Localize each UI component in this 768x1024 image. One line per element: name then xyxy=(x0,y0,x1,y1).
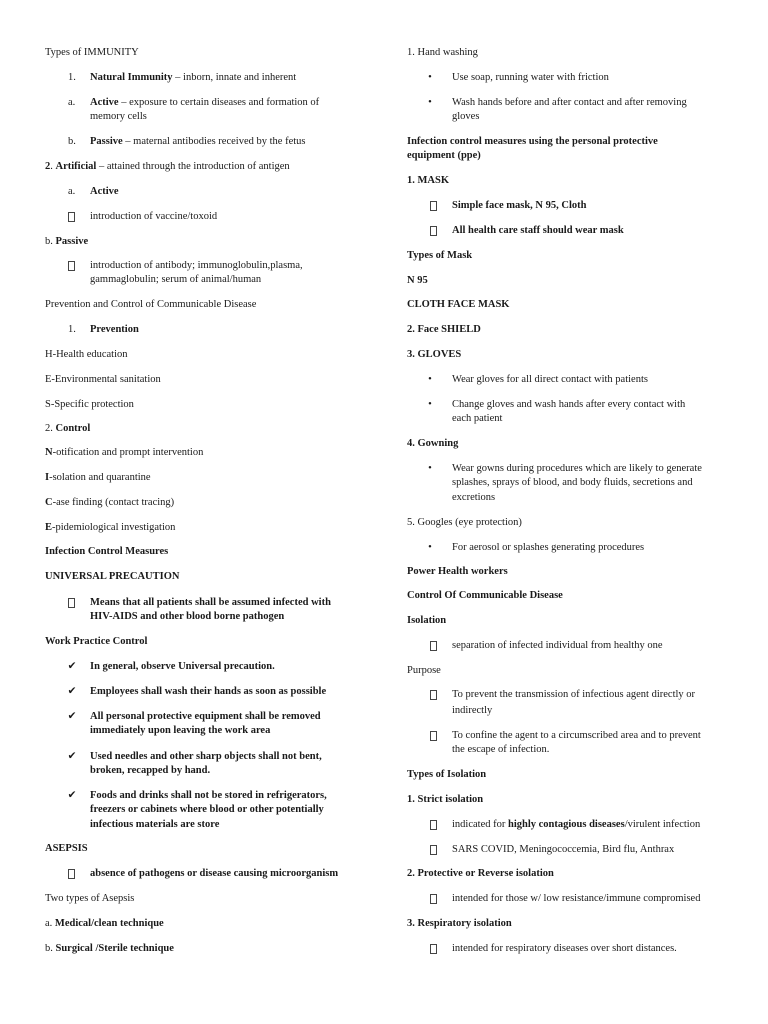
acronym-rest: -ase finding (contact tracing) xyxy=(52,497,175,508)
term-desc: – exposure to certain diseases and formation of xyxy=(118,97,320,108)
term-desc: – inborn, innate and inherent xyxy=(172,72,297,83)
control-heading xyxy=(45,422,90,437)
face-shield-heading: 2. Face SHIELD xyxy=(407,324,481,335)
googles-heading: 5. Googles (eye protection) xyxy=(407,517,522,528)
list-number: 1. xyxy=(68,72,76,83)
work-practice-item-cont: infectious materials are store xyxy=(90,819,220,830)
hand-washing-heading: 1. Hand washing xyxy=(407,47,478,58)
term-label: Passive xyxy=(90,136,123,147)
list-letter: a. xyxy=(68,97,76,108)
gloves-item: Wear gloves for all direct contact with patients xyxy=(452,374,648,385)
isolation-quarantine-item xyxy=(45,471,151,486)
gloves-heading: 3. GLOVES xyxy=(407,349,462,360)
mask-item: Simple face mask, N 95, Cloth xyxy=(452,200,587,211)
work-practice-item-cont: immediately upon leaving the work area xyxy=(90,725,271,736)
checkmark-icon: ✔ xyxy=(67,751,77,762)
dot-bullet-icon: • xyxy=(428,463,432,474)
term-desc: – maternal antibodies received by the fetus xyxy=(122,136,306,147)
artificial-passive-item xyxy=(45,235,88,250)
artificial-immunity-item xyxy=(45,160,290,175)
acronym-letter: C xyxy=(45,497,53,508)
strict-isolation-item: SARS COVID, Meningococcemia, Bird flu, Anthrax xyxy=(452,844,675,855)
dot-bullet-icon: • xyxy=(428,374,432,385)
acronym-letter: N xyxy=(45,447,53,458)
work-practice-heading: Work Practice Control xyxy=(45,636,148,647)
checkmark-icon: ✔ xyxy=(67,790,77,801)
mask-heading: 1. MASK xyxy=(407,175,449,186)
protective-isolation-item: intended for those w/ low resistance/immune compromised xyxy=(452,893,701,904)
term-label: Medical/clean technique xyxy=(54,918,164,929)
checkbox-bullet-icon xyxy=(430,201,437,211)
acronym-letter: E xyxy=(45,522,53,533)
checkbox-bullet-icon xyxy=(68,261,75,271)
protective-isolation-heading: 2. Protective or Reverse isolation xyxy=(407,868,554,879)
isolation-heading: Isolation xyxy=(407,615,447,626)
gowning-item: Wear gowns during procedures which are likely to generate xyxy=(452,463,702,474)
checkmark-icon: ✔ xyxy=(67,711,77,722)
surgical-asepsis-item xyxy=(45,942,174,957)
dot-bullet-icon: • xyxy=(428,72,432,83)
hand-washing-item: Use soap, running water with friction xyxy=(452,72,609,83)
checkbox-bullet-icon xyxy=(430,820,437,830)
term-desc: – attained through the introduction of antigen xyxy=(96,161,290,172)
active-immunity-item xyxy=(90,96,319,111)
acronym-rest: -solation and quarantine xyxy=(49,472,151,483)
types-of-immunity-heading: Types of IMMUNITY xyxy=(45,47,139,58)
epidemiological-item xyxy=(45,521,175,536)
hand-washing-item-cont: gloves xyxy=(452,111,480,122)
case-finding-item xyxy=(45,496,174,511)
gowning-heading: 4. Gowning xyxy=(407,438,459,449)
term-label: Passive xyxy=(55,236,89,247)
control-communicable-heading: Control Of Communicable Disease xyxy=(407,590,563,601)
strict-isolation-heading: 1. Strict isolation xyxy=(407,794,484,805)
dot-bullet-icon: • xyxy=(428,97,432,108)
prevention-control-heading: Prevention and Control of Communicable Disease xyxy=(45,299,257,310)
gowning-item-cont: splashes, sprays of blood, and body fluids, secretions and xyxy=(452,477,693,488)
checkbox-bullet-icon xyxy=(430,226,437,236)
universal-precaution-def: Means that all patients shall be assumed infected with xyxy=(90,597,331,608)
checkbox-bullet-icon xyxy=(430,944,437,954)
isolation-def: separation of infected individual from healthy one xyxy=(452,640,663,651)
notification-item xyxy=(45,446,203,461)
active-immunity-item-cont: memory cells xyxy=(90,111,147,122)
term-label: Surgical /Sterile technique xyxy=(55,943,174,954)
acronym-rest: -pidemiological investigation xyxy=(52,522,176,533)
work-practice-item: Foods and drinks shall not be stored in refrigerators, xyxy=(90,790,327,801)
gowning-item-cont: excretions xyxy=(452,492,496,503)
work-practice-item: Used needles and other sharp objects shall not bent, xyxy=(90,751,322,762)
list-number: 2 xyxy=(45,161,51,172)
cloth-mask-label: CLOTH FACE MASK xyxy=(407,299,510,310)
work-practice-item: All personal protective equipment shall be removed xyxy=(90,711,321,722)
artificial-active-label: Active xyxy=(90,186,119,197)
acronym-rest: -otification and prompt intervention xyxy=(52,447,204,458)
list-number: 2. xyxy=(45,423,56,434)
dot-bullet-icon: • xyxy=(428,542,432,553)
checkbox-bullet-icon xyxy=(68,212,75,222)
purpose-item-cont: the escape of infection. xyxy=(452,744,550,755)
asepsis-def: absence of pathogens or disease causing microorganism xyxy=(90,868,339,879)
natural-immunity-item xyxy=(90,71,296,86)
googles-item: For aerosol or splashes generating procedures xyxy=(452,542,645,553)
universal-precaution-heading: UNIVERSAL PRECAUTION xyxy=(45,571,180,582)
work-practice-item: In general, observe Universal precaution. xyxy=(90,661,275,672)
purpose-item-cont: indirectly xyxy=(452,705,493,716)
types-of-mask-heading: Types of Mask xyxy=(407,250,473,261)
types-of-isolation-heading: Types of Isolation xyxy=(407,769,487,780)
checkmark-icon: ✔ xyxy=(67,686,77,697)
item-text: indicated for xyxy=(452,819,508,830)
environmental-sanitation-item: E-Environmental sanitation xyxy=(45,374,161,385)
antibody-item: introduction of antibody; immunoglobulin,plasma, xyxy=(90,260,303,271)
gloves-item: Change gloves and wash hands after every contact with xyxy=(452,399,686,410)
power-health-workers-heading: Power Health workers xyxy=(407,566,508,577)
passive-immunity-item xyxy=(90,135,305,150)
respiratory-isolation-heading: 3. Respiratory isolation xyxy=(407,918,512,929)
gloves-item-cont: each patient xyxy=(452,413,503,424)
acronym-letter: I xyxy=(45,472,50,483)
strict-isolation-item xyxy=(452,818,700,833)
list-letter: b. xyxy=(68,136,76,147)
infection-control-heading: Infection Control Measures xyxy=(45,546,169,557)
work-practice-item-cont: freezers or cabinets where blood or other potentially xyxy=(90,804,324,815)
checkbox-bullet-icon xyxy=(430,845,437,855)
term-label: Active xyxy=(90,97,119,108)
list-letter: a. xyxy=(45,918,55,929)
list-letter: b. xyxy=(45,236,56,247)
ppe-heading-cont: equipment (ppe) xyxy=(407,150,481,161)
work-practice-item-cont: broken, recapped by hand. xyxy=(90,765,211,776)
ppe-heading: Infection control measures using the personal protective xyxy=(407,136,658,147)
purpose-item: To confine the agent to a circumscribed area and to prevent xyxy=(452,730,701,741)
checkbox-bullet-icon xyxy=(430,690,437,700)
list-letter: b. xyxy=(45,943,56,954)
checkbox-bullet-icon xyxy=(68,598,75,608)
two-types-asepsis: Two types of Asepsis xyxy=(45,893,135,904)
work-practice-item: Employees shall wash their hands as soon as possible xyxy=(90,686,327,697)
n95-label: N 95 xyxy=(407,275,428,286)
checkbox-bullet-icon xyxy=(68,869,75,879)
purpose-heading: Purpose xyxy=(407,665,441,676)
asepsis-heading: ASEPSIS xyxy=(45,843,88,854)
specific-protection-item: S-Specific protection xyxy=(45,399,134,410)
term-label: Artificial xyxy=(55,161,97,172)
mask-item: All health care staff should wear mask xyxy=(452,225,624,236)
item-emphasis: highly contagious diseases xyxy=(507,819,625,830)
respiratory-isolation-item: intended for respiratory diseases over short distances. xyxy=(452,943,677,954)
checkbox-bullet-icon xyxy=(430,641,437,651)
antibody-item-cont: gammaglobulin; serum of animal/human xyxy=(90,274,262,285)
hand-washing-item: Wash hands before and after contact and after removing xyxy=(452,97,687,108)
term-label: Control xyxy=(55,423,91,434)
universal-precaution-def-cont: HIV-AIDS and other blood borne pathogen xyxy=(90,611,285,622)
list-letter: a. xyxy=(68,186,76,197)
checkmark-icon: ✔ xyxy=(67,661,77,672)
item-text: /virulent infection xyxy=(624,819,701,830)
dot: . xyxy=(50,161,56,172)
term-label: Natural Immunity xyxy=(90,72,173,83)
checkbox-bullet-icon xyxy=(430,731,437,741)
vaccine-item: introduction of vaccine/toxoid xyxy=(90,211,218,222)
list-number: 1. xyxy=(68,324,76,335)
checkbox-bullet-icon xyxy=(430,894,437,904)
health-education-item: H-Health education xyxy=(45,349,128,360)
medical-asepsis-item xyxy=(45,917,164,932)
prevention-label: Prevention xyxy=(90,324,139,335)
dot-bullet-icon: • xyxy=(428,399,432,410)
purpose-item: To prevent the transmission of infectious agent directly or xyxy=(452,689,696,700)
